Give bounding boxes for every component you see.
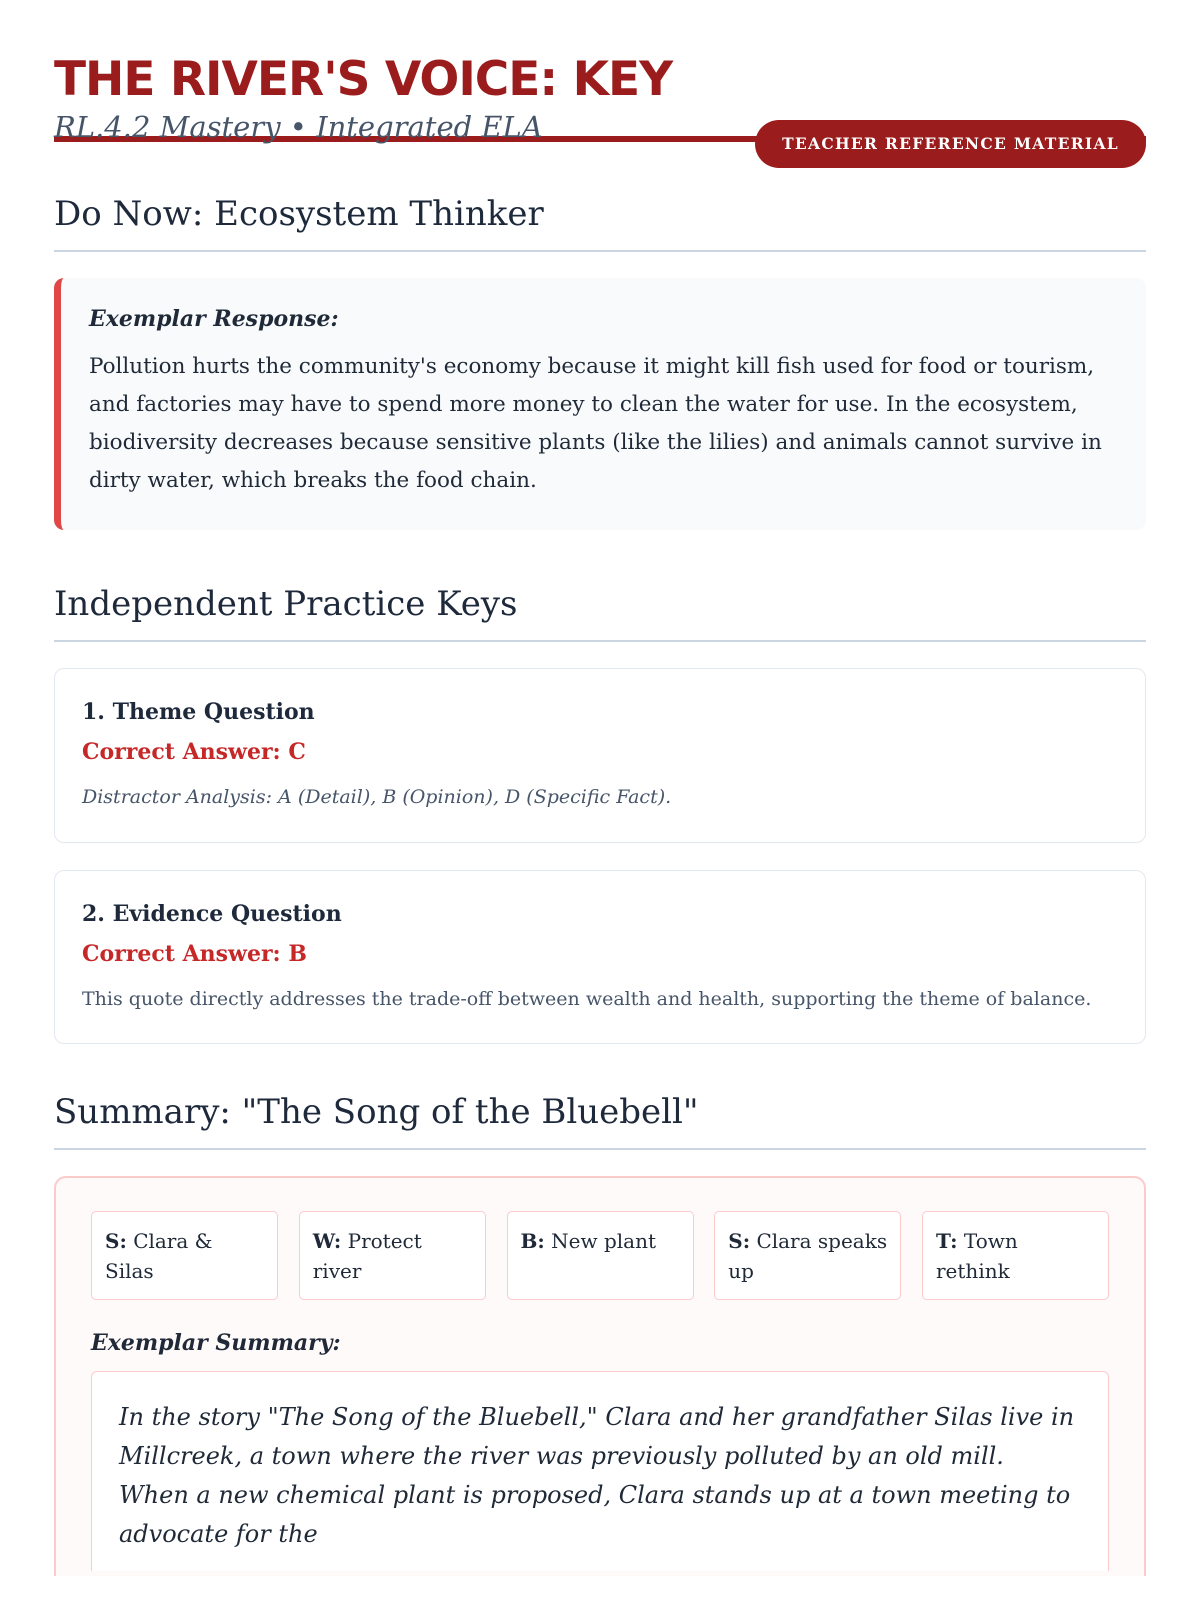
- chip-value: Clara & Silas: [105, 1229, 213, 1283]
- exemplar-summary-box: [91, 1371, 1109, 1571]
- chip-value: New plant: [551, 1229, 657, 1253]
- swbst-chip-so: [714, 1211, 901, 1300]
- page-subtitle: RL.4.2 Mastery • Integrated ELA: [54, 110, 543, 144]
- chip-key: S:: [728, 1229, 751, 1253]
- chip-value: Protect river: [312, 1229, 422, 1283]
- chip-key: W:: [312, 1229, 342, 1253]
- do-now-heading: Do Now: Ecosystem Thinker: [54, 194, 1146, 252]
- exemplar-response-text: Pollution hurts the community's economy because it might kill fish used for food or tourism, and factories may have to spend more money to clean the water for use. In the ecosystem, biodiversity decreases because sensitive plants (like the lilies) and animals cannot survive in dirty water, which breaks the food chain.: [89, 354, 1102, 493]
- summary-section: [54, 1092, 1146, 1576]
- swbst-chip-then: [922, 1211, 1109, 1300]
- correct-answer: Correct Answer: C: [82, 739, 306, 765]
- page-title: THE RIVER'S VOICE: KEY: [54, 52, 673, 107]
- chip-value: Town rethink: [936, 1229, 1018, 1283]
- independent-practice-section: [54, 584, 1146, 1044]
- summary-heading: Summary: "The Song of the Bluebell": [54, 1092, 1146, 1150]
- exemplar-summary-label: Exemplar Summary:: [91, 1330, 341, 1356]
- exemplar-response-label: Exemplar Response:: [89, 306, 339, 332]
- key-question-title: 1. Theme Question: [82, 699, 315, 725]
- chip-key: S:: [105, 1229, 127, 1253]
- answer-explanation: This quote directly addresses the trade-off between wealth and health, supporting the theme of balance.: [82, 988, 1092, 1010]
- independent-practice-heading: Independent Practice Keys: [54, 584, 1146, 642]
- do-now-section: [54, 194, 1146, 530]
- swbst-chip-wanted: [299, 1211, 486, 1300]
- distractor-analysis: Distractor Analysis: A (Detail), B (Opinion), D (Specific Fact).: [82, 786, 672, 808]
- chip-value: Clara speaks up: [728, 1229, 888, 1283]
- correct-answer: Correct Answer: B: [82, 941, 307, 967]
- swbst-chip-but: [507, 1211, 694, 1300]
- key-question-title: 2. Evidence Question: [82, 901, 342, 927]
- exemplar-summary-text: In the story "The Song of the Bluebell," Clara and her grandfather Silas live in Millcreek, a town where the river was previously polluted by an old mill. When a new chemical plant is proposed, Clara stands up at a town meeting to advocate for the: [119, 1403, 1075, 1548]
- teacher-reference-badge: TEACHER REFERENCE MATERIAL: [755, 120, 1146, 168]
- evidence-question-card: [54, 870, 1146, 1044]
- swbst-chips: [91, 1211, 1109, 1300]
- page-header: [54, 0, 1146, 153]
- swbst-chip-somebody: [91, 1211, 278, 1300]
- chip-key: T:: [936, 1229, 958, 1253]
- chip-key: B:: [520, 1229, 545, 1253]
- summary-panel: [54, 1176, 1146, 1576]
- exemplar-response-box: [54, 278, 1146, 530]
- theme-question-card: [54, 668, 1146, 843]
